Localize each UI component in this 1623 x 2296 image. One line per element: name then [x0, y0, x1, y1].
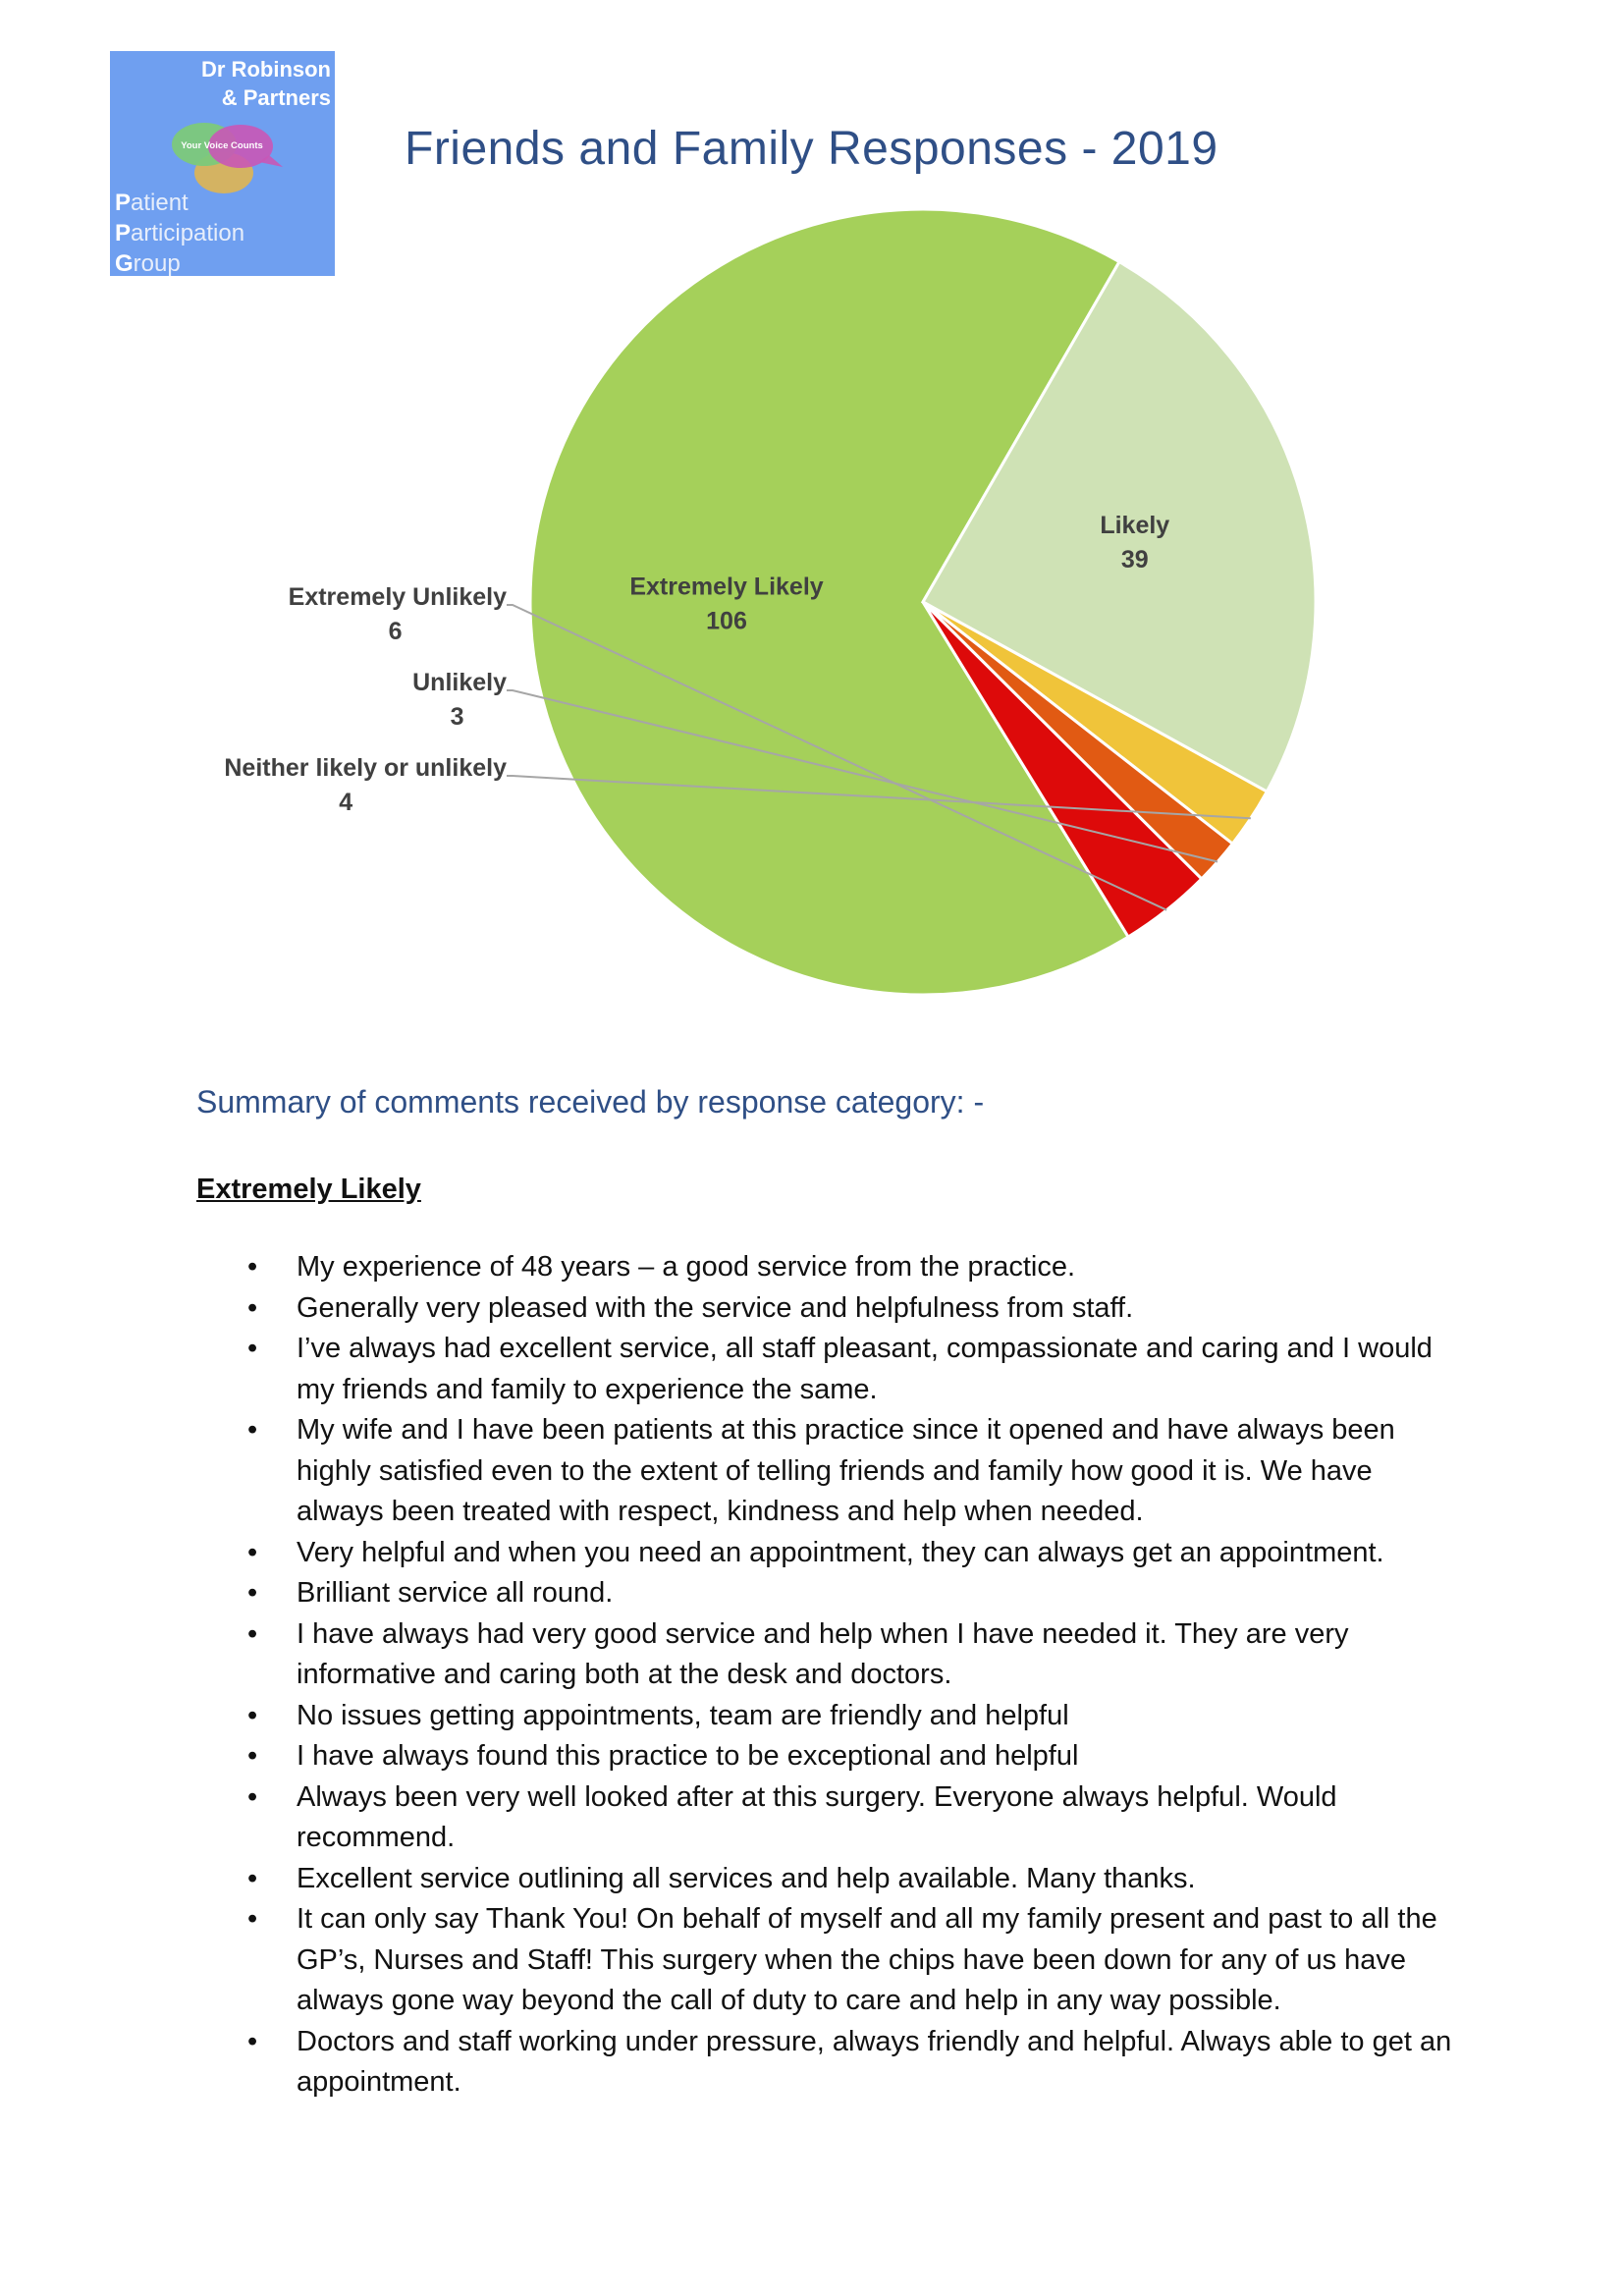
slice-label-unlikely: Unlikely — [412, 669, 507, 696]
bullet-icon: • — [247, 1536, 258, 1568]
comment-text: I’ve always had excellent service, all staff pleasant, compassionate and caring and I would my friends and family to experience the same. — [297, 1333, 1433, 1405]
bullet-icon: • — [247, 1577, 258, 1609]
summary-heading: Summary of comments received by response category: - — [196, 1084, 985, 1120]
category-heading-extremely-likely: Extremely Likely — [196, 1174, 421, 1205]
comment-text: Doctors and staff working under pressure, always friendly and helpful. Always able to get an appointment. — [297, 2025, 1452, 2098]
comment-text: I have always had very good service and help when I have needed it. They are very informative and caring both at the desk and doctors. — [297, 1617, 1349, 1690]
comment-item — [196, 2022, 1463, 2104]
comment-text: It can only say Thank You! On behalf of myself and all my family present and past to all the GP’s, Nurses and Staff! This surgery when the chips have been down for any of us have always gone way beyond the call of duty to care and help in any way possible. — [297, 1903, 1437, 2016]
comment-item — [196, 1614, 1463, 1696]
slice-label-neither-likely-or-unlikely: Neither likely or unlikely — [224, 754, 507, 782]
comment-item — [196, 1899, 1463, 2022]
comment-item — [196, 1329, 1463, 1410]
comment-text: Always been very well looked after at this surgery. Everyone always helpful. Would recommend. — [297, 1780, 1337, 1853]
comment-text: My wife and I have been patients at this practice since it opened and have always been highly satisfied even to the extent of telling friends and family how good it is. We have always been treated with respect, kindness and help when needed. — [297, 1414, 1395, 1527]
comment-text: Brilliant service all round. — [297, 1577, 614, 1609]
comment-item — [196, 1247, 1463, 1288]
slice-value-likely: 39 — [1120, 545, 1149, 574]
bullet-icon: • — [247, 1414, 258, 1446]
comment-item — [196, 1859, 1463, 1900]
bullet-icon: • — [247, 1251, 258, 1283]
comment-text: No issues getting appointments, team are friendly and helpful — [297, 1699, 1069, 1731]
bullet-icon: • — [247, 1780, 258, 1813]
logo-line-group: Group — [115, 250, 181, 277]
comment-item — [196, 1288, 1463, 1330]
bullet-icon: • — [247, 1617, 258, 1650]
comment-text: I have always found this practice to be exceptional and helpful — [297, 1740, 1079, 1772]
slice-value-neither-likely-or-unlikely: 4 — [339, 789, 353, 816]
logo-bubble-text: Your Voice Counts — [181, 140, 263, 151]
slice-value-extremely-likely: 106 — [706, 607, 747, 635]
bullet-icon: • — [247, 1862, 258, 1894]
logo-org-name: Dr Robinson & Partners — [201, 57, 331, 110]
logo-line-participation: Participation — [115, 220, 245, 246]
slice-value-extremely-unlikely: 6 — [388, 618, 403, 645]
response-pie-chart — [196, 196, 1375, 1011]
bullet-icon: • — [247, 1903, 258, 1935]
comment-item — [196, 1696, 1463, 1737]
comment-text: Generally very pleased with the service and helpfulness from staff. — [297, 1291, 1134, 1324]
slice-value-unlikely: 3 — [450, 703, 464, 731]
bullet-icon: • — [247, 1333, 258, 1364]
bullet-icon: • — [247, 2025, 258, 2057]
comment-text: Excellent service outlining all services and help available. Many thanks. — [297, 1862, 1196, 1894]
comment-list — [196, 1247, 1463, 2104]
comment-item — [196, 1533, 1463, 1574]
bullet-icon: • — [247, 1740, 258, 1772]
document-title: Friends and Family Responses - 2019 — [405, 123, 1218, 175]
slice-label-extremely-unlikely: Extremely Unlikely — [288, 583, 507, 611]
comment-item — [196, 1777, 1463, 1859]
bullet-icon: • — [247, 1291, 258, 1324]
slice-label-likely: Likely — [1100, 511, 1170, 539]
comment-item — [196, 1573, 1463, 1614]
slice-label-extremely-likely: Extremely Likely — [629, 573, 824, 601]
comment-item — [196, 1410, 1463, 1533]
comment-item — [196, 1736, 1463, 1777]
logo-line-patient: Patient — [115, 190, 189, 216]
comment-text: Very helpful and when you need an appointment, they can always get an appointment. — [297, 1536, 1384, 1568]
comment-text: My experience of 48 years – a good service from the practice. — [297, 1251, 1076, 1283]
bullet-icon: • — [247, 1699, 258, 1731]
